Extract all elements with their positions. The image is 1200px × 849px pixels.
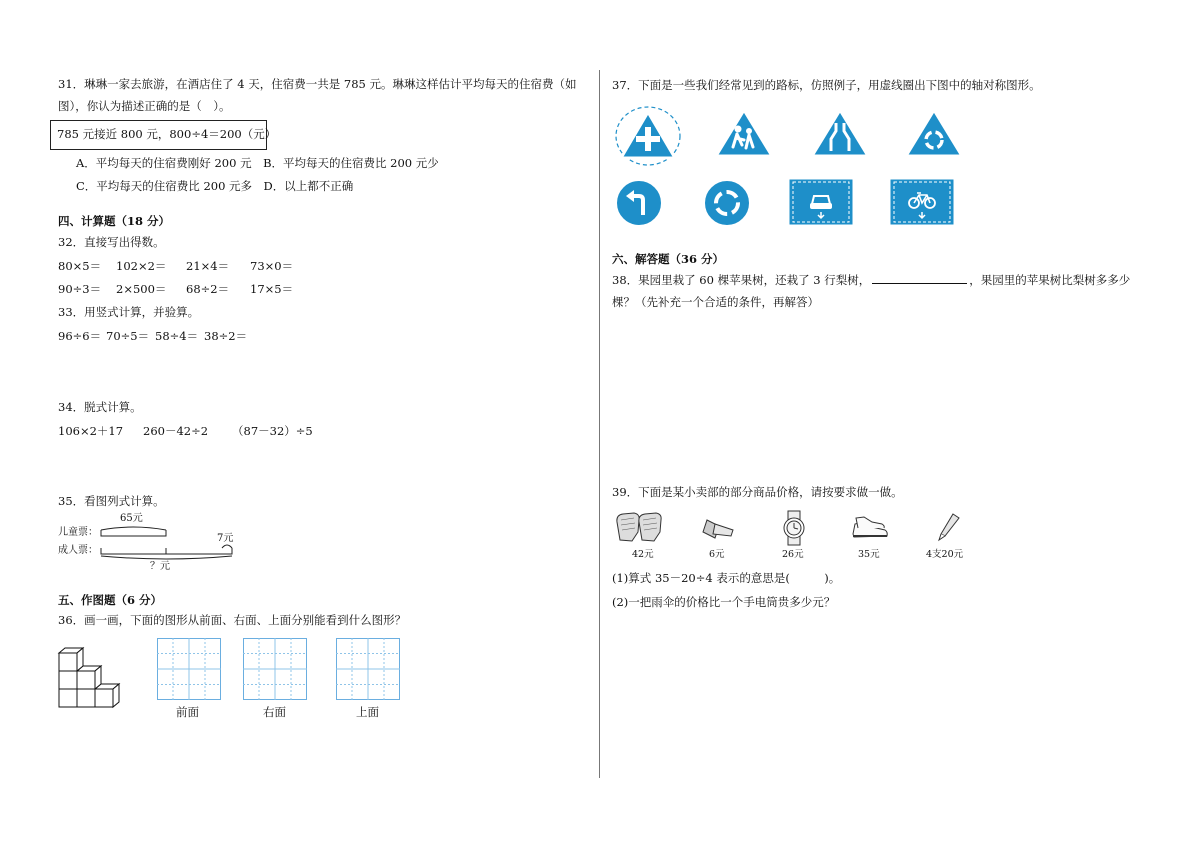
price-flashlight: 6元 [709,549,725,560]
q32-item: 17×5＝ [250,282,294,296]
q35-title: 35．看图列式计算。 [58,494,165,508]
q33-title: 33．用竖式计算，并验算。 [58,305,200,319]
q39-sub2: (2)一把雨伞的价格比一个手电筒贵多少元？ [612,595,836,609]
q38-line1-end: ，果园里的苹果树比梨树多多少 [969,273,1131,287]
q31-line2: 图），你认为描述正确的是（ ）。 [58,99,231,113]
q33-item: 96÷6＝ [58,329,102,343]
price-pens: 4支20元 [926,549,964,560]
roundabout-sign-icon [702,178,752,228]
q35-line-diagram [98,522,238,564]
front-view-grid[interactable] [157,638,221,700]
section-4-heading: 四、计算题（18 分） [58,214,171,228]
flashlight-icon [697,512,739,542]
q35-child-value: 65元 [120,513,143,524]
q39-sub1: (1)算式 35－20÷4 表示的意思是( )。 [612,571,841,585]
bicycle-lane-sign-icon [889,178,955,226]
grid-label-top: 上面 [356,705,379,719]
q32-item: 90÷3＝ [58,282,102,296]
q32-item: 21×4＝ [186,259,230,273]
q39-title: 39．下面是某小卖部的部分商品价格，请按要求做一做。 [612,485,903,499]
column-divider [599,70,600,778]
q34-item: 106×2＋17 [58,424,124,438]
price-gloves: 42元 [632,549,654,560]
roundabout-warning-sign-icon [903,107,965,159]
q38-line1-start: 38．果园里栽了 60 棵苹果树，还栽了 3 行梨树， [612,273,871,287]
q35-extra-value: 7元 [217,533,234,544]
q38-line2: 棵？（先补充一个合适的条件，再解答） [612,295,819,309]
q32-item: 68÷2＝ [186,282,230,296]
q33-item: 38÷2＝ [204,329,248,343]
children-crossing-sign-icon [713,107,775,159]
q33-item: 70÷5＝ [106,329,150,343]
right-view-grid[interactable] [243,638,307,700]
section-6-heading: 六、解答题（36 分） [612,252,725,266]
motor-vehicle-lane-sign-icon [788,178,854,226]
grid-label-right: 右面 [263,705,286,719]
gloves-icon [614,510,670,546]
q31-estimate-text: 785 元接近 800 元，800÷4＝200（元） [57,127,277,141]
price-watch: 26元 [782,549,804,560]
q32-item: 73×0＝ [250,259,294,273]
section-5-heading: 五、作图题（6 分） [58,593,163,607]
q35-unknown: ？元 [150,561,170,572]
q34-item: （87－32）÷5 [232,424,313,438]
turn-left-sign-icon [614,178,664,228]
sneakers-icon [850,512,890,542]
q36-title: 36．画一画，下面的图形从前面、右面、上面分别能看到什么图形？ [58,613,407,627]
q33-item: 58÷4＝ [155,329,199,343]
top-view-grid[interactable] [336,638,400,700]
q38-condition-blank[interactable] [872,273,967,284]
q32-item: 80×5＝ [58,259,102,273]
q31-options-cd: C．平均每天的住宿费比 200 元多 D．以上都不正确 [76,179,354,193]
watch-icon [776,510,812,546]
q31-line1: 31．琳琳一家去旅游，在酒店住了 4 天，住宿费一共是 785 元。琳琳这样估计平均每天的住宿费（如 [58,77,577,91]
q32-item: 102×2＝ [116,259,167,273]
q34-title: 34．脱式计算。 [58,400,142,414]
q37-title: 37．下面是一些我们经常见到的路标，仿照例子，用虚线圈出下图中的轴对称图形。 [612,78,1041,92]
q35-adult-label: 成人票： [58,545,98,556]
q32-item: 2×500＝ [116,282,167,296]
grid-label-front: 前面 [176,705,199,719]
q35-child-label: 儿童票： [58,527,98,538]
price-sneakers: 35元 [858,549,880,560]
q32-title: 32．直接写出得数。 [58,235,165,249]
q31-options-ab: A．平均每天的住宿费刚好 200 元 B．平均每天的住宿费比 200 元少 [76,156,439,170]
q34-item: 260－42÷2 [143,424,209,438]
crossroad-sign-icon[interactable] [614,105,682,167]
pen-icon [935,512,963,542]
q38-line1 [612,273,1130,288]
narrow-road-sign-icon [809,107,871,159]
cube-stack-figure [55,645,127,713]
